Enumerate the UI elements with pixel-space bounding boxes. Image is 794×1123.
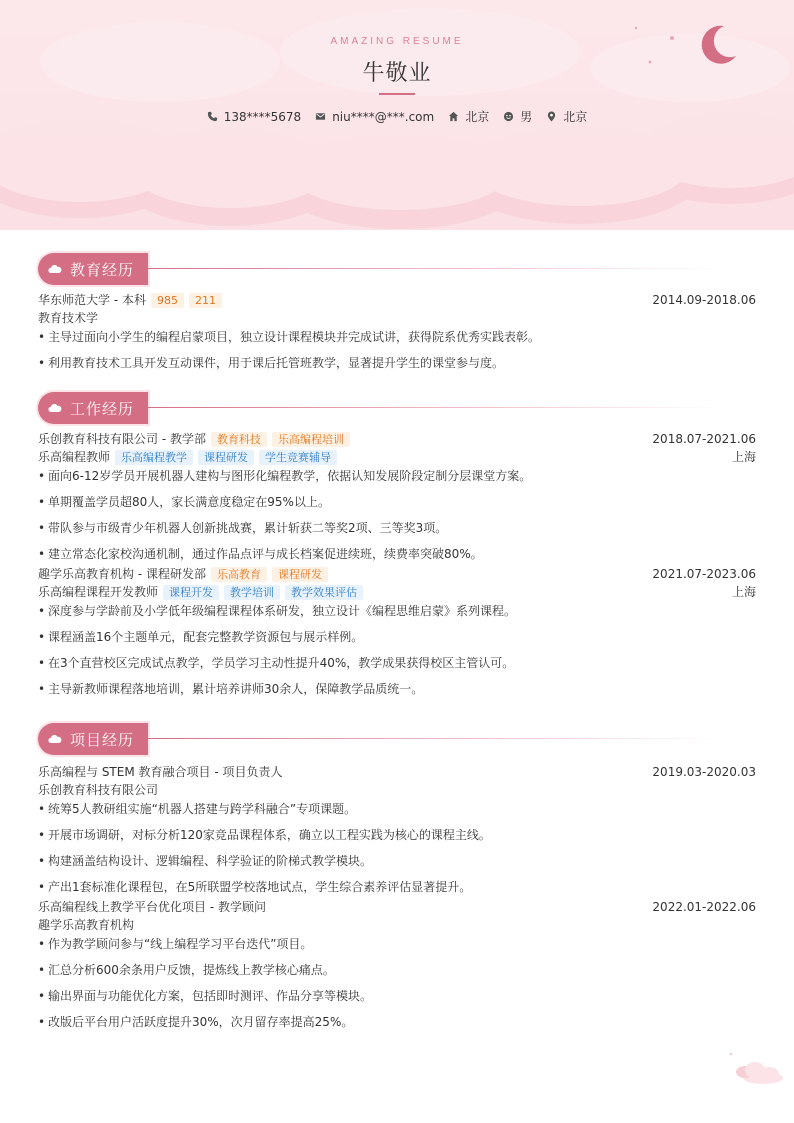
- bullet-item: • 改版后平台用户活跃度提升30%，次月留存率提高25%。: [38, 1013, 756, 1031]
- section-divider: [146, 268, 721, 269]
- job-role: 乐高编程教师: [38, 450, 111, 464]
- bullet-item: • 在3个直营校区完成试点教学，学员学习主动性提升40%，教学成果获得校区主管认可。: [38, 654, 756, 672]
- job-company-row: [38, 430, 756, 448]
- job-role-row: [38, 583, 756, 601]
- job-bullets: [38, 602, 756, 698]
- section-title-pill: [38, 392, 148, 424]
- bullet-item: • 建立常态化家校沟通机制，通过作品点评与成长档案促进续班，续费率突破80%。: [38, 545, 756, 563]
- job-role: 乐高编程课程开发教师: [38, 585, 159, 599]
- project-bullets: [38, 935, 756, 1031]
- bullet-item: • 面向6-12岁学员开展机器人建构与图形化编程教学，依据认知发展阶段定制分层课堂方案。: [38, 467, 756, 485]
- section-header: [38, 253, 756, 285]
- role-tag: 教学培训: [224, 585, 280, 600]
- project-header-row: [38, 898, 756, 916]
- job-company-row: [38, 565, 756, 583]
- section-header: [38, 723, 756, 755]
- location-text: 北京: [563, 110, 588, 124]
- education-date: 2014.09-2018.06: [652, 293, 756, 307]
- face-icon: [503, 111, 514, 122]
- company-name: 趣学乐高教育机构 - 课程研发部: [38, 567, 206, 581]
- job-bullets: [38, 467, 756, 563]
- hometown-text: 北京: [465, 110, 490, 124]
- contact-gender: [503, 108, 532, 125]
- section-title: 工作经历: [70, 399, 135, 418]
- bullet-item: • 利用教育技术工具开发互动课件，用于课后托管班教学，显著提升学生的课堂参与度。: [38, 354, 756, 372]
- email-text: niu****@***.com: [332, 109, 435, 124]
- section-title-pill: [38, 723, 148, 755]
- project-org: 趣学乐高教育机构: [38, 918, 135, 932]
- job-city: 上海: [731, 585, 756, 599]
- bullet-item: • 输出界面与功能优化方案，包括即时测评、作品分享等模块。: [38, 987, 756, 1005]
- project-org-row: [38, 916, 756, 934]
- section-title-pill: [38, 253, 148, 285]
- job-date: 2021.07-2023.06: [652, 567, 756, 581]
- bullet-item: • 汇总分析600余条用户反馈，提炼线上教学核心痛点。: [38, 961, 756, 979]
- role-tag: 乐高编程教学: [115, 450, 193, 465]
- major-row: [38, 309, 756, 327]
- company-tag: 课程研发: [272, 567, 328, 582]
- project-name: 乐高编程线上教学平台优化项目 - 教学顾问: [38, 900, 266, 914]
- bullet-item: • 开展市场调研，对标分析120家竞品课程体系，确立以工程实践为核心的课程主线。: [38, 826, 756, 844]
- section-title: 项目经历: [70, 730, 135, 749]
- contact-hometown: [448, 108, 489, 125]
- contact-location: [546, 108, 587, 125]
- project-name: 乐高编程与 STEM 教育融合项目 - 项目负责人: [38, 765, 283, 779]
- phone-icon: [207, 111, 218, 122]
- bullet-item: • 构建涵盖结构设计、逻辑编程、科学验证的阶梯式教学模块。: [38, 852, 756, 870]
- contact-email: [315, 108, 434, 125]
- section-work: [38, 392, 756, 706]
- bullet-item: • 课程涵盖16个主题单元，配套完整教学资源包与展示样例。: [38, 628, 756, 646]
- project-entry: [38, 763, 756, 896]
- bullet-item: • 带队参与市级青少年机器人创新挑战赛，累计斩获二等奖2项、三等奖3项。: [38, 519, 756, 537]
- job-entry: [38, 565, 756, 698]
- school-tag: 211: [189, 293, 222, 308]
- project-bullets: [38, 800, 756, 896]
- resume-tagline: AMAZING RESUME: [330, 36, 464, 47]
- gender-text: 男: [520, 110, 533, 124]
- bullet-item: • 作为教学顾问参与“线上编程学习平台迭代”项目。: [38, 935, 756, 953]
- cloud-icon: [48, 734, 62, 744]
- bullet-item: • 主导新教师课程落地培训，累计培养讲师30余人，保障教学品质统一。: [38, 680, 756, 698]
- job-entry: [38, 430, 756, 563]
- bullet-item: • 深度参与学龄前及小学低年级编程课程体系研发，独立设计《编程思维启蒙》系列课程。: [38, 602, 756, 620]
- phone-text: 138****5678: [223, 109, 302, 124]
- project-header-row: [38, 763, 756, 781]
- project-date: 2022.01-2022.06: [652, 900, 756, 914]
- cloud-icon: [48, 264, 62, 274]
- education-entry: [38, 291, 756, 372]
- job-date: 2018.07-2021.06: [652, 432, 756, 446]
- company-tag: 乐高编程培训: [272, 432, 350, 447]
- role-tag: 课程研发: [198, 450, 254, 465]
- education-bullets: [38, 328, 756, 372]
- job-city: 上海: [731, 450, 756, 464]
- mail-icon: [315, 111, 326, 122]
- bullet-item: • 统筹5人教研组实施“机器人搭建与跨学科融合”专项课题。: [38, 800, 756, 818]
- location-icon: [546, 111, 557, 122]
- contact-phone: [207, 108, 301, 125]
- name-underline: [379, 93, 415, 95]
- resume-header: [0, 0, 794, 230]
- school-tag: 985: [151, 293, 184, 308]
- major-text: 教育技术学: [38, 311, 99, 325]
- role-tag: 教学效果评估: [285, 585, 363, 600]
- company-tag: 教育科技: [211, 432, 267, 447]
- section-title: 教育经历: [70, 260, 135, 279]
- role-tag: 学生竞赛辅导: [259, 450, 337, 465]
- section-projects: [38, 723, 756, 1039]
- home-icon: [448, 111, 459, 122]
- section-divider: [146, 738, 721, 739]
- project-date: 2019.03-2020.03: [652, 765, 756, 779]
- section-header: [38, 392, 756, 424]
- education-header-row: [38, 291, 756, 309]
- section-divider: [146, 407, 721, 408]
- school-name: 华东师范大学 - 本科: [38, 293, 146, 307]
- contact-bar: [0, 108, 794, 125]
- candidate-name: 牛敬业: [362, 61, 432, 86]
- section-education: [38, 253, 756, 380]
- project-entry: [38, 898, 756, 1031]
- project-org-row: [38, 781, 756, 799]
- project-org: 乐创教育科技有限公司: [38, 783, 159, 797]
- cloud-icon: [48, 403, 62, 413]
- job-role-row: [38, 448, 756, 466]
- bullet-item: • 主导过面向小学生的编程启蒙项目，独立设计课程模块并完成试讲，获得院系优秀实践表彰。: [38, 328, 756, 346]
- bullet-item: • 产出1套标准化课程包，在5所联盟学校落地试点，学生综合素养评估显著提升。: [38, 878, 756, 896]
- role-tag: 课程开发: [163, 585, 219, 600]
- company-name: 乐创教育科技有限公司 - 教学部: [38, 432, 206, 446]
- company-tag: 乐高教育: [211, 567, 267, 582]
- bullet-item: • 单期覆盖学员超80人，家长满意度稳定在95%以上。: [38, 493, 756, 511]
- corner-cloud-decoration: [725, 1050, 785, 1086]
